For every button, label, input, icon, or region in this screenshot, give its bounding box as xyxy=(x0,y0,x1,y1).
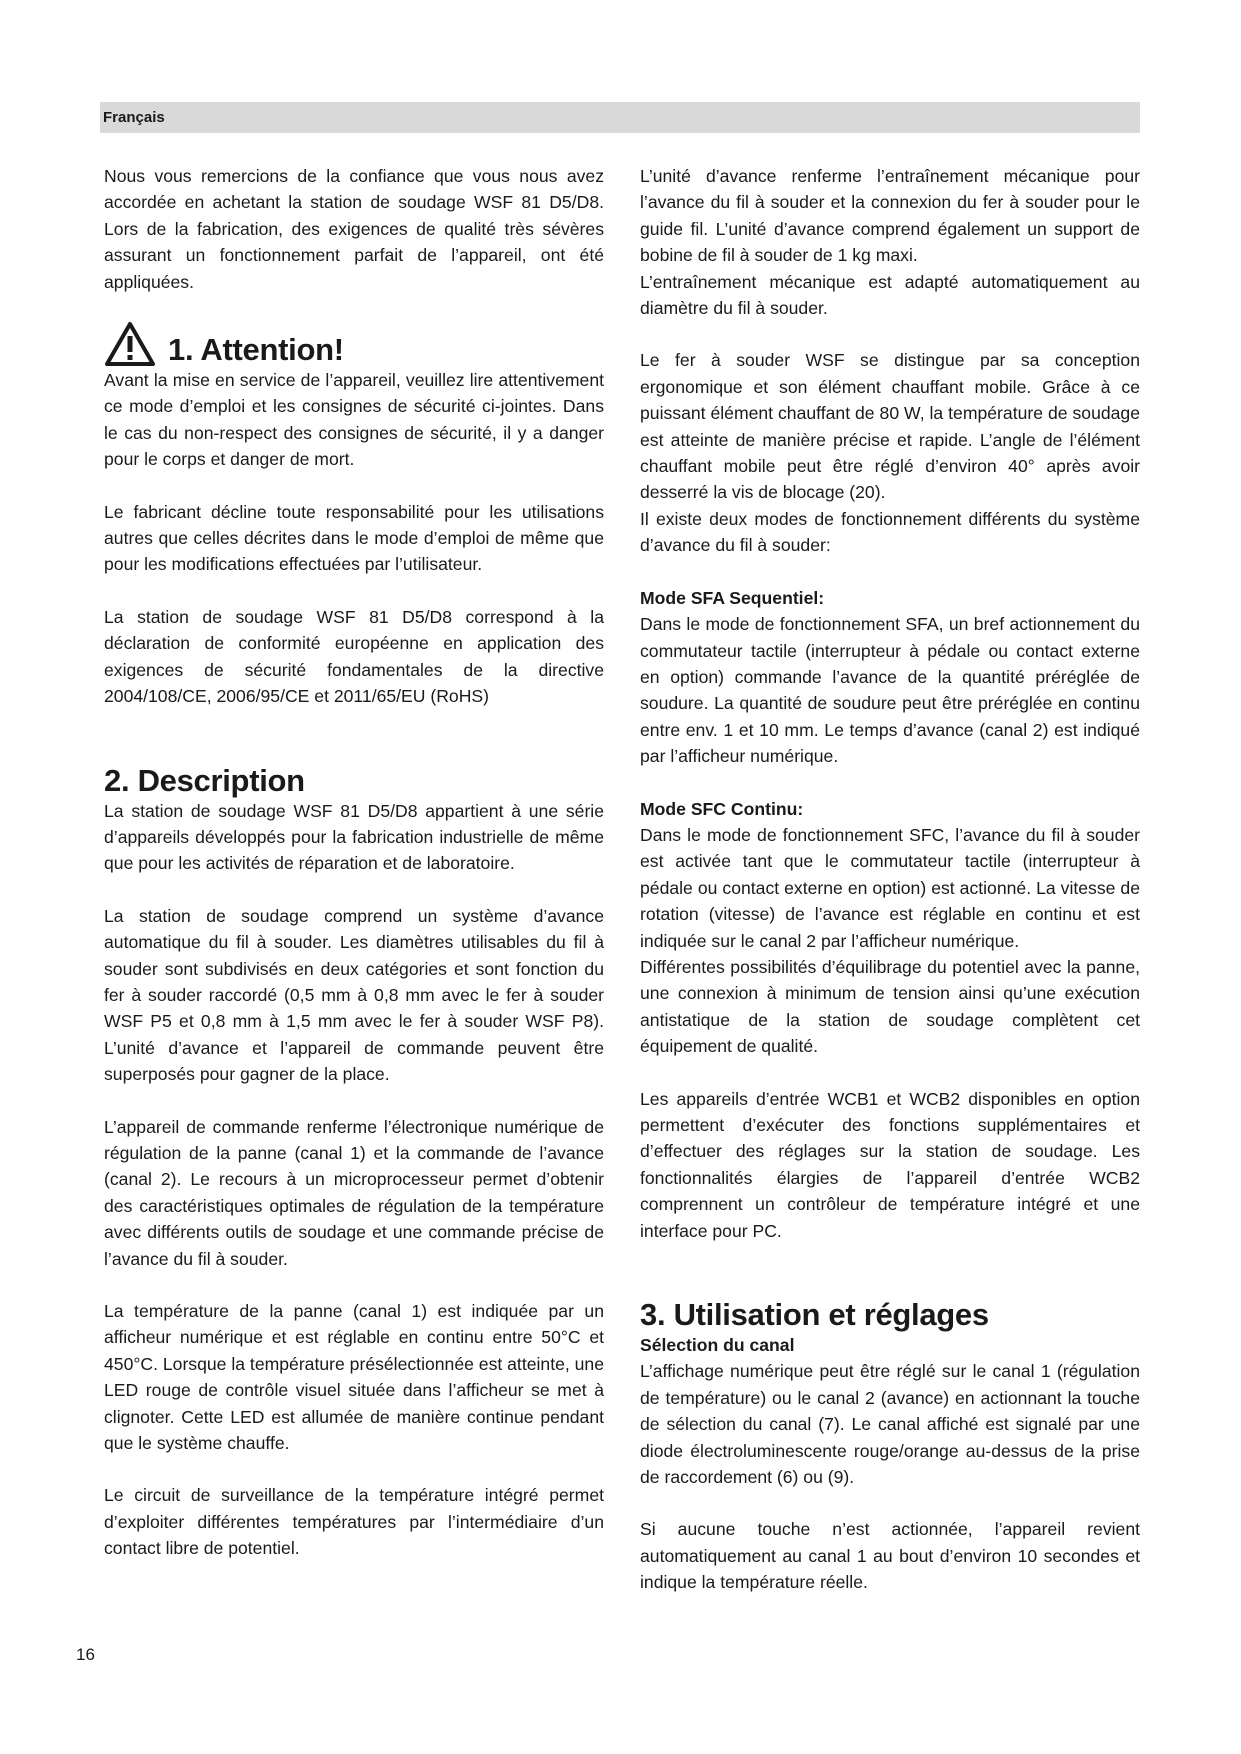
warning-triangle-icon xyxy=(104,321,156,367)
sfa-mode-paragraph: Dans le mode de fonctionnement SFA, un bref actionnement du commutateur tactile (interrupteur à pédale ou contact externe en option) commande l’avance de la quantité préréglée de soudure. La quantité de soudure peut être préréglée en continu entre env. 1 et 10 mm. Le temps d’avance (canal 2) est indiqué par l’afficheur numérique. xyxy=(640,614,1140,767)
wcb-paragraph: Les appareils d’entrée WCB1 et WCB2 disponibles en option permettent d’exécuter des fonctions supplémentaires et d’effectuer des réglages sur la station de soudage. Les fonctionnalités élargies de l’appareil d’entrée WCB2 comprennent un contrôleur de température intégré et une interface pour PC. xyxy=(640,1088,1140,1241)
channel-paragraph-1: L’affichage numérique peut être réglé sur le canal 1 (régulation de température) ou le canal 2 (avance) en actionnant la touche de sélection du canal (7). Le canal affiché est signalé par une diode électroluminescente rouge/orange au-dessus de la prise de raccordement (6) ou (9). xyxy=(640,1361,1140,1488)
description-paragraph-4: La température de la panne (canal 1) est indiquée par un afficheur numérique et est réglable en continu entre 50°C et 450°C. Lorsque la température présélectionnée est atteinte, une LED rouge de contrôle visuel située dans l’afficheur se met à clignoter. Cette LED est allumée de manière continue pendant que le système chauffe. xyxy=(104,1301,604,1454)
right-column xyxy=(640,163,1140,1622)
modes-intro-paragraph: Il existe deux modes de fonctionnement différents du système d’avance du fil à souder: xyxy=(640,508,1140,556)
sfa-mode-title: Mode SFA Sequentiel: xyxy=(640,587,825,608)
channel-selection-title: Sélection du canal xyxy=(640,1335,795,1356)
channel-paragraph-2: Si aucune touche n’est actionnée, l’appareil revient automatiquement au canal 1 au bout d’environ 10 secondes et indique la température réelle. xyxy=(640,1519,1140,1593)
attention-title: 1. Attention! xyxy=(168,332,344,368)
language-label: Français xyxy=(103,109,165,126)
feed-unit-paragraph: L’unité d’avance renferme l’entraînement mécanique pour l’avance du fil à souder et la connexion du fer à souder pour le guide fil. L’unité d’avance comprend également un support de bobine de fil à souder de 1 kg maxi. xyxy=(640,166,1140,266)
description-paragraph-5: Le circuit de surveillance de la température intégré permet d’exploiter différentes températures par l’intermédiaire d’un contact libre de potentiel. xyxy=(104,1485,604,1559)
iron-paragraph: Le fer à souder WSF se distingue par sa conception ergonomique et son élément chauffant mobile. Grâce à ce puissant élément chauffant de 80 W, la température de soudage est atteinte de manière précise et rapide. L’angle de l’élément chauffant mobile peut être réglé d’environ 40° après avoir desserré la vis de blocage (20). xyxy=(640,350,1140,503)
description-paragraph-2: La station de soudage comprend un système d’avance automatique du fil à souder. Les diamètres utilisables du fil à souder sont subdivisés en deux catégories et sont fonction du fer à souder raccordé (0,5 mm à 0,8 mm avec le fer à souder WSF P5 et 0,8 mm à 1,5 mm avec le fer à souder WSF P8). L’unité d’avance et l’appareil de commande peuvent être superposés pour gagner de la place. xyxy=(104,905,604,1085)
description-paragraph-3: L’appareil de commande renferme l’électronique numérique de régulation de la panne (canal 1) et la commande de l’avance (canal 2). Le recours à un microprocesseur permet d’obtenir des caractéristiques optimales de régulation de la température avec différents outils de soudage et une commande précise de l’avance du fil à souder. xyxy=(104,1116,604,1269)
usage-title: 3. Utilisation et réglages xyxy=(640,1297,989,1333)
sfc-mode-title: Mode SFC Continu: xyxy=(640,798,804,819)
language-header-bar xyxy=(100,102,1140,133)
description-paragraph-1: La station de soudage WSF 81 D5/D8 appartient à une série d’appareils développés pour la fabrication industrielle de même que pour les activités de réparation et de laboratoire. xyxy=(104,800,604,874)
attention-paragraph-3: La station de soudage WSF 81 D5/D8 correspond à la déclaration de conformité européenne en application des exigences de sécurité fondamentales de la directive 2004/108/CE, 2006/95/CE et 2011/65/EU (RoHS) xyxy=(104,606,604,707)
attention-paragraph-2: Le fabricant décline toute responsabilité pour les utilisations autres que celles décrites dans le mode d’emploi de même que pour les modifications effectuées par l’utilisateur. xyxy=(104,501,604,575)
attention-paragraph-1: Avant la mise en service de l’appareil, veuillez lire attentivement ce mode d’emploi et les consignes de sécurité ci-jointes. Dans le cas du non-respect des consignes de sécurité, il y a danger pour le corps et danger de mort. xyxy=(104,370,604,470)
left-column xyxy=(104,163,604,1588)
feed-mechanism-paragraph: L’entraînement mécanique est adapté automatiquement au diamètre du fil à souder. xyxy=(640,271,1140,319)
description-title: 2. Description xyxy=(104,762,305,798)
attention-heading xyxy=(104,321,604,367)
intro-paragraph: Nous vous remercions de la confiance que vous nous avez accordée en achetant la station de soudage WSF 81 D5/D8. Lors de la fabrication, des exigences de qualité très sévères assurant un fonctionnement parfait de l’appareil, ont été appliquées. xyxy=(104,166,604,292)
equipment-paragraph: Différentes possibilités d’équilibrage du potentiel avec la panne, une connexion à minimum de tension ainsi qu’une exécution antistatique de la station de soudage complètent cet équipement de qualité. xyxy=(640,956,1140,1057)
page-number: 16 xyxy=(76,1645,95,1664)
sfc-mode-paragraph: Dans le mode de fonctionnement SFC, l’avance du fil à souder est activée tant que le commutateur tactile (interrupteur à pédale ou contact externe en option) est actionné. La vitesse de rotation (vitesse) de l’avance est réglable en continu et est indiquée sur le canal 2 par l’afficheur numérique. xyxy=(640,824,1140,951)
